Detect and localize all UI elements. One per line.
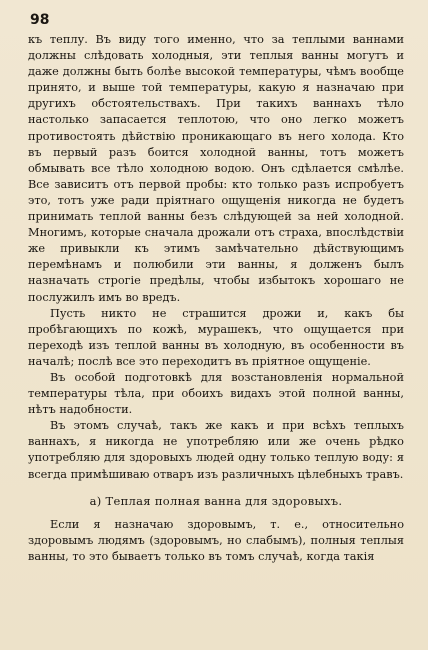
page-body [28,32,404,565]
paragraph-5: Если я назначаю здоровымъ, т. е., относительно здоровымъ людямъ (здоровымъ, но слабымъ), полныя теплыя ванны, то это бываетъ только въ томъ случаѣ, когда такія [28,517,404,563]
paragraph-4: Въ этомъ случаѣ, такъ же какъ и при всѣхъ теплыхъ ваннахъ, я никогда не употребляю или же очень рѣдко употребляю для здоровыхъ людей одну только теплую воду: я всегда примѣшиваю отваръ изъ различныхъ цѣлебныхъ травъ. [28,419,404,481]
page-number: 98 [30,12,50,28]
paragraph-2: Пусть никто не страшится дрожи и, какъ бы пробѣгающихъ по кожѣ, мурашекъ, что ощущается при переходѣ изъ теплой ванны въ холодную, въ особенности въ началѣ; послѣ все это переходитъ въ пріятное ощущеніе. [28,306,404,368]
paragraph-1: къ теплу. Въ виду того именно, что за теплыми ваннами должны слѣдовать холодныя, эти теплыя ванны могутъ и даже должны быть болѣе высокой температуры, чѣмъ вообще принято, и выше той температуры, какую я назначаю при другихъ обстоятельствахъ. При такихъ ваннахъ тѣло настолько запасается теплотою, что оно легко можетъ противостоять дѣйствію проникающаго въ него холода. Кто въ первый разъ боится холодной ванны, тотъ можетъ обмывать все тѣло холодною водою. Онъ сдѣлается смѣлѣе. Все зависитъ отъ первой пробы: кто только разъ испробуетъ это, тотъ уже ради пріятнаго ощущенія никогда не будетъ принимать теплой ванны безъ слѣдующей за ней холодной. Многимъ, которые сначала дрожали отъ страха, впослѣдствіи же привыкли къ этимъ замѣчательно дѣйствующимъ перемѣнамъ и полюбили эти ванны, я долженъ былъ назначать строгіе предѣлы, чтобы избытокъ хорошаго не послужилъ имъ во вредъ. [28,33,404,304]
paragraph-3: Въ особой подготовкѣ для возстановленія нормальной температуры тѣла, при обоихъ видахъ этой полной ванны, нѣтъ надобности. [28,370,404,417]
section-heading: а) Теплая полная ванна для здоровыхъ. [89,493,343,508]
